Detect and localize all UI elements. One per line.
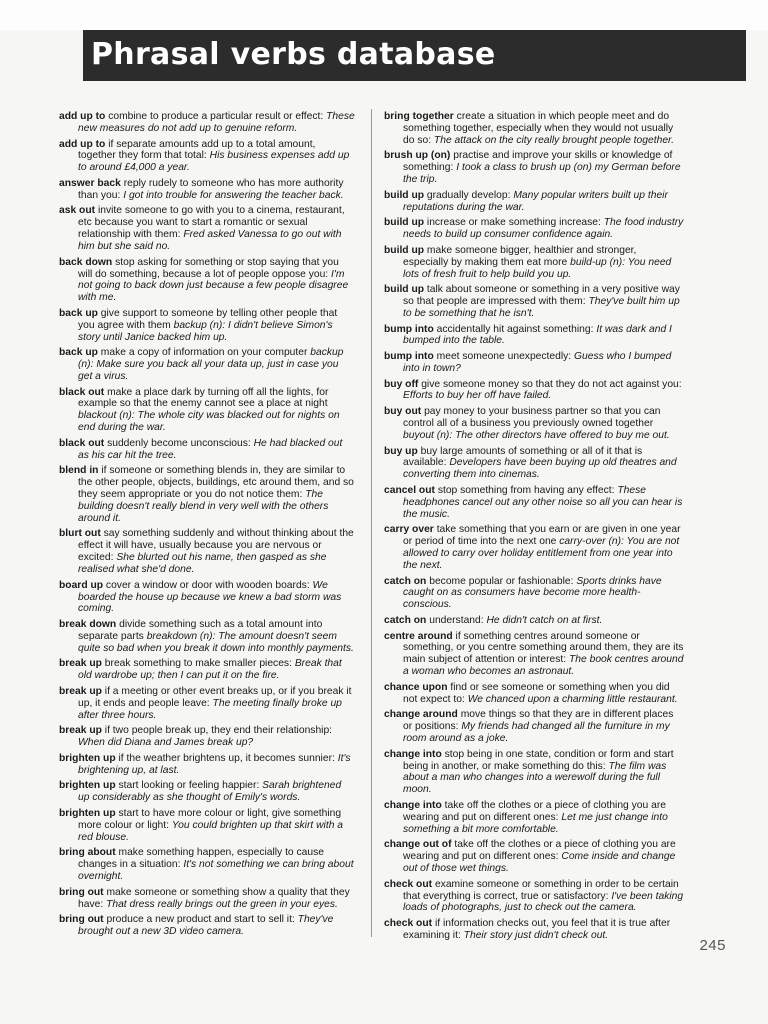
entry-example: Guess who I bumped into in town? — [403, 351, 672, 374]
dictionary-entry — [384, 485, 684, 521]
entry-definition: stop asking for something or stop saying that you will do something, because a lot of people oppose you: — [78, 256, 339, 280]
entry-headword: blurt out — [59, 528, 101, 540]
entry-definition: buy large amounts of something or all of it that is available: — [403, 445, 643, 469]
entry-example: Break that old wardrobe up; then I can put it on the fire. — [78, 658, 342, 682]
entry-headword: chance upon — [384, 681, 448, 693]
entry-headword: ask out — [59, 205, 96, 217]
dictionary-entry — [384, 446, 684, 482]
entry-definition: break something to make smaller pieces: — [104, 658, 295, 670]
dictionary-entry — [384, 406, 684, 442]
entry-headword: break up — [59, 685, 102, 697]
dictionary-entry — [384, 111, 684, 147]
entry-example: The amount doesn't seem quite so bad when you break it down into monthly payments. — [78, 630, 354, 654]
entry-headword: brush up (on) — [384, 150, 451, 162]
dictionary-entry — [384, 879, 684, 915]
entry-example: You could brighten up that skirt with a red blouse. — [78, 819, 344, 843]
entry-example: You need lots of fresh fruit to help build you up. — [403, 256, 672, 280]
entry-definition: make a copy of information on your computer — [100, 347, 311, 359]
entry-example: Fred asked Vanessa to go out with him but she said no. — [78, 229, 342, 252]
entry-example: The film was about a man who changes into a werewolf during the full moon. — [403, 760, 667, 796]
entry-definition: become popular or fashionable: — [429, 575, 577, 587]
entry-definition: combine to produce a particular result or effect: — [108, 111, 327, 122]
entry-headword: back up — [59, 347, 98, 359]
entry-definition: produce a new product and start to sell it: — [106, 914, 298, 926]
dictionary-entry — [384, 190, 684, 214]
entry-example: These headphones cancel out any other noise so all you can hear is the music. — [403, 484, 683, 520]
dictionary-entry — [59, 528, 355, 575]
dictionary-entry — [384, 576, 684, 612]
entry-definition: if a meeting or other event breaks up, or if you break it up, it ends and people leave: — [78, 685, 352, 709]
entry-example: It's not something we can bring about overnight. — [78, 859, 354, 882]
entry-definition: if two people break up, they end their relationship: — [104, 725, 333, 737]
entry-headword: bring out — [59, 914, 104, 926]
dictionary-entry — [59, 808, 355, 844]
entry-definition: talk about someone or something in a very positive way so that people are impressed with them: — [403, 284, 680, 308]
entry-example: His business expenses add up to around £4,000 a year. — [78, 150, 350, 174]
entry-definition: increase or make something increase: — [426, 217, 604, 229]
entry-headword: break up — [59, 658, 102, 670]
entry-example: It was dark and I bumped into the table. — [403, 323, 672, 347]
entry-related-form: breakdown (n): — [146, 630, 219, 642]
entry-headword: buy off — [384, 378, 419, 390]
dictionary-entry — [384, 709, 684, 745]
entry-definition: take something that you earn or are given in one year or period of time into the next one — [403, 524, 681, 548]
dictionary-entry — [59, 780, 355, 804]
dictionary-entry — [59, 914, 355, 938]
page-number: 245 — [699, 937, 726, 954]
entry-example: Make sure you back all your data up, just in case you get a virus. — [78, 359, 339, 382]
entry-related-form: blackout (n): — [78, 410, 138, 422]
entry-headword: catch on — [384, 614, 427, 626]
entry-definition: accidentally hit against something: — [436, 323, 597, 335]
entry-headword: check out — [384, 878, 433, 890]
entry-definition: suddenly become unconscious: — [107, 437, 254, 449]
entry-headword: bring together — [384, 111, 454, 122]
entry-example: Come inside and change out of those wet things. — [403, 851, 676, 874]
entry-headword: bring out — [59, 886, 104, 898]
dictionary-entry — [384, 217, 684, 241]
entry-definition: understand: — [429, 614, 487, 626]
dictionary-entry — [59, 111, 355, 135]
entry-headword: change around — [384, 709, 458, 721]
entry-example: Developers have been buying up old theatres and converting them into cinemas. — [403, 457, 677, 481]
dictionary-entry — [59, 847, 355, 883]
dictionary-entry — [384, 749, 684, 796]
entry-definition: move things so that they are in different places or positions: — [403, 709, 674, 733]
entry-related-form: buyout (n): — [403, 429, 456, 441]
dictionary-entry — [59, 658, 355, 682]
entry-headword: board up — [59, 579, 104, 591]
entry-headword: change into — [384, 748, 442, 760]
dictionary-entry — [384, 150, 684, 186]
entry-example: I took a class to brush up (on) my German before the trip. — [403, 162, 681, 186]
entry-headword: cancel out — [384, 484, 435, 496]
entry-example: We boarded the house up because we knew a bad storm was coming. — [78, 579, 342, 615]
entry-headword: catch on — [384, 575, 427, 587]
entry-definition: if information checks out, you feel that it is true after examining it: — [403, 918, 671, 941]
dictionary-entry — [384, 800, 684, 836]
entry-definition: start to have more colour or light, give something more colour or light: — [78, 807, 342, 831]
entry-definition: meet someone unexpectedly: — [436, 351, 575, 363]
entry-headword: brighten up — [59, 807, 116, 819]
entry-headword: add up to — [59, 138, 106, 150]
entry-headword: build up — [384, 244, 425, 256]
entry-example: I didn't believe Simon's story until Janice backed him up. — [78, 319, 333, 343]
entry-example: You are not allowed to carry over holiday entitlement from one year into the next. — [403, 536, 680, 571]
entry-definition: stop something from having any effect: — [437, 484, 618, 496]
dictionary-entry — [59, 308, 355, 344]
entry-example: These new measures do not add up to genuine reform. — [78, 111, 355, 134]
dictionary-entry — [59, 257, 355, 304]
entry-definition: if someone or something blends in, they are similar to the other people, objects, buildings, etc around them, and so they seem appropriate or you do not notice them: — [78, 465, 354, 501]
dictionary-entry — [59, 686, 355, 722]
dictionary-entry — [384, 524, 684, 571]
entry-example: The food industry needs to build up consumer confidence again. — [403, 217, 684, 241]
dictionary-entry — [59, 438, 355, 462]
entry-related-form: carry-over (n): — [559, 536, 627, 548]
entry-headword: break down — [59, 619, 117, 631]
entry-example: They've brought out a new 3D video camera. — [78, 914, 334, 938]
entry-definition: create a situation in which people meet and do something together, especially when they would not usually do so: — [403, 111, 674, 146]
entry-definition: practise and improve your skills or knowledge of something: — [403, 150, 673, 174]
dictionary-entry — [384, 682, 684, 706]
dictionary-entry — [59, 465, 355, 524]
dictionary-entry — [59, 887, 355, 911]
entry-definition: give support to someone by telling other people that you agree with them — [78, 307, 338, 331]
entry-definition: examine someone or something in order to be certain that everything is correct, true or satisfactory: — [403, 878, 679, 902]
entry-example: My friends had changed all the furniture in my room around as a joke. — [403, 721, 670, 744]
dictionary-entry — [59, 753, 355, 777]
dictionary-entry — [384, 351, 684, 375]
entry-headword: brighten up — [59, 780, 116, 792]
page-title: Phrasal verbs database — [91, 37, 496, 72]
dictionary-entry — [384, 839, 684, 875]
entry-headword: centre around — [384, 630, 453, 642]
entry-headword: black out — [59, 386, 105, 398]
entry-headword: buy up — [384, 445, 418, 457]
entry-example: The book centres around a woman who becomes an astronaut. — [403, 654, 684, 678]
entry-headword: brighten up — [59, 752, 116, 764]
entry-definition: find or see someone or something when you did not expect to: — [403, 681, 670, 705]
right-column — [384, 111, 684, 946]
entry-definition: cover a window or door with wooden boards: — [105, 579, 313, 591]
entry-example: Let me just change into something a bit more comfortable. — [403, 811, 668, 835]
entry-related-form: backup (n): — [78, 347, 344, 371]
entry-headword: bring about — [59, 847, 116, 859]
entry-definition: reply rudely to someone who has more authority than you: — [78, 177, 344, 201]
entry-headword: back up — [59, 307, 98, 319]
dictionary-entry — [384, 918, 684, 942]
entry-example: The meeting finally broke up after three hours. — [78, 697, 342, 721]
entry-definition: make a place dark by turning off all the lights, for example so that the enemy cannot see a place at night — [78, 386, 329, 410]
entry-headword: back down — [59, 256, 113, 268]
title-banner — [83, 30, 746, 81]
entry-headword: build up — [384, 189, 425, 201]
entry-example: She blurted out his name, then gasped as she realised what she'd done. — [78, 552, 327, 575]
entry-headword: buy out — [384, 406, 422, 418]
dictionary-entry — [384, 615, 684, 627]
entry-definition: say something suddenly and without thinking about the effect it will have, usually because you are nervous or excited: — [78, 528, 354, 564]
dictionary-entry — [59, 139, 355, 175]
dictionary-entry — [59, 387, 355, 434]
column-divider — [371, 109, 372, 937]
entry-example: We chanced upon a charming little restaurant. — [467, 693, 678, 705]
entry-headword: build up — [384, 284, 425, 296]
entry-example: The attack on the city really brought people together. — [433, 134, 674, 146]
entry-headword: check out — [384, 918, 433, 930]
entry-definition: divide something such as a total amount into separate parts — [78, 619, 323, 642]
entry-headword: break up — [59, 725, 102, 737]
entry-example: Sports drinks have caught on as consumers have become more health-conscious. — [403, 575, 662, 611]
entry-definition: if something centres around someone or something, or you centre something around them, they are its main subject of attention or interest: — [403, 630, 684, 666]
entry-definition: make something happen, especially to cause changes in a situation: — [78, 847, 324, 871]
entry-definition: if the weather brightens up, it becomes sunnier: — [118, 752, 338, 764]
entry-headword: add up to — [59, 111, 106, 122]
entry-definition: if separate amounts add up to a total amount, together they form that total: — [78, 138, 316, 162]
entry-headword: answer back — [59, 177, 121, 189]
dictionary-entry — [384, 324, 684, 348]
entry-example: Sarah brightened up considerably as she thought of Emily's words. — [78, 780, 342, 804]
entry-example: Many popular writers built up their reputations during the war. — [403, 189, 668, 213]
entry-headword: bump into — [384, 323, 434, 335]
entry-example: It's brightening up, at last. — [78, 752, 351, 776]
entry-headword: black out — [59, 437, 105, 449]
dictionary-entry — [59, 725, 355, 749]
entry-definition: make someone bigger, healthier and stronger, especially by making them eat more — [403, 244, 637, 268]
dictionary-entry — [384, 379, 684, 403]
dictionary-entry — [59, 178, 355, 202]
page-top-margin — [0, 0, 768, 30]
dictionary-entry — [384, 631, 684, 678]
entry-related-form: build-up (n): — [570, 256, 628, 268]
entry-example: They've built him up to be something that he isn't. — [403, 296, 680, 319]
entry-definition: invite someone to go with you to a cinema, restaurant, etc because you want to start a romantic or sexual relationship with them: — [78, 205, 345, 241]
entry-headword: carry over — [384, 524, 434, 536]
entry-example: He had blacked out as his car hit the tree. — [78, 437, 343, 461]
dictionary-entry — [384, 245, 684, 281]
entry-example: The other directors have offered to buy me out. — [455, 429, 670, 441]
entry-example: Efforts to buy her off have failed. — [403, 390, 552, 402]
entry-example: That dress really brings out the green in your eyes. — [106, 898, 338, 910]
dictionary-entry — [59, 205, 355, 252]
entry-headword: blend in — [59, 465, 99, 477]
dictionary-entry — [384, 284, 684, 320]
left-column — [59, 111, 355, 942]
dictionary-entry — [59, 619, 355, 655]
entry-definition: take off the clothes or a piece of clothing you are wearing and put on different ones: — [403, 799, 666, 823]
entry-example: I got into trouble for answering the teacher back. — [123, 189, 344, 201]
entry-example: The building doesn't really blend in very well with the others around it. — [78, 489, 329, 524]
entry-headword: change out of — [384, 839, 452, 851]
entry-definition: take off the clothes or a piece of clothing you are wearing and put on different ones: — [403, 839, 676, 863]
entry-definition: stop being in one state, condition or form and start being in another, or make something do this: — [403, 748, 674, 772]
entry-example: Their story just didn't check out. — [463, 929, 609, 941]
dictionary-entry — [59, 347, 355, 383]
entry-headword: change into — [384, 799, 442, 811]
entry-definition: make someone or something show a quality that they have: — [78, 886, 350, 910]
entry-headword: bump into — [384, 351, 434, 363]
entry-related-form: backup (n): — [173, 319, 228, 331]
entry-example: I've been taking loads of photographs, just to check out the camera. — [403, 890, 684, 914]
dictionary-entry — [59, 580, 355, 616]
entry-example: He didn't catch on at first. — [486, 614, 603, 626]
entry-definition: give someone money so that they do not act against you: — [421, 378, 682, 390]
entry-definition: gradually develop: — [426, 189, 514, 201]
entry-headword: build up — [384, 217, 425, 229]
entry-definition: start looking or feeling happier: — [118, 780, 263, 792]
entry-example: When did Diana and James break up? — [78, 737, 254, 749]
entry-definition: pay money to your business partner so that you can control all of a business you previously owned together — [403, 406, 661, 429]
entry-example: I'm not going to back down just because a few people disagree with me. — [78, 268, 349, 304]
entry-example: The whole city was blacked out for nights on end during the war. — [78, 410, 340, 434]
